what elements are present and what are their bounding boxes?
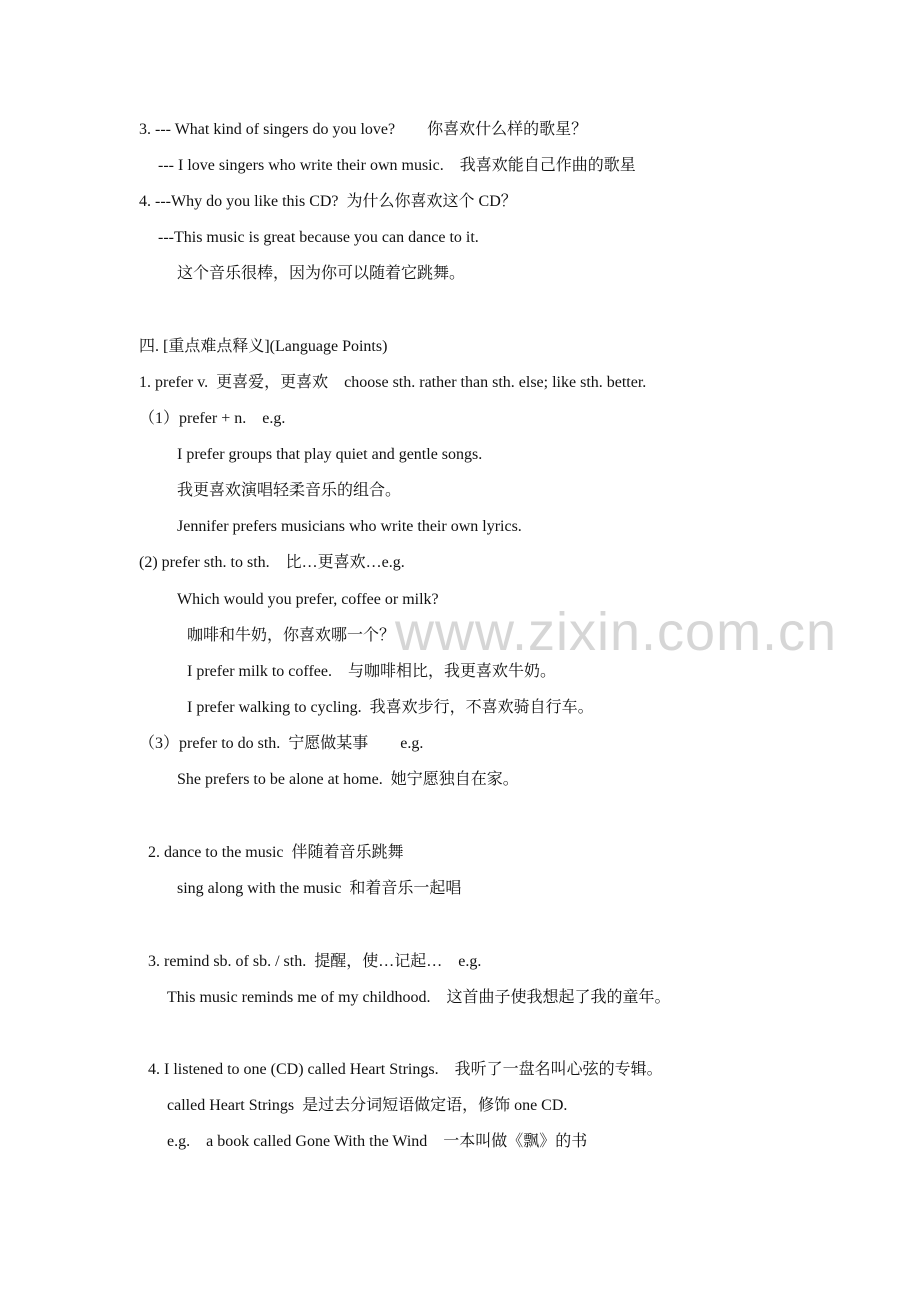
example-translation: 咖啡和牛奶，你喜欢哪一个？: [187, 627, 396, 644]
example-sentence: Which would you prefer, coffee or milk?: [177, 591, 439, 608]
section-heading: 四. [重点难点释义](Language Points): [139, 338, 388, 355]
point-3-heading: 3. remind sb. of sb. / sth. 提醒，使…记起… e.g.: [148, 953, 482, 970]
dialogue-4-translation: 这个音乐很棒，因为你可以随着它跳舞。: [177, 265, 466, 282]
point-1-heading: 1. prefer v. 更喜爱，更喜欢 choose sth. rather than sth. else; like sth. better.: [139, 374, 647, 391]
point-1-sub-2: (2) prefer sth. to sth. 比…更喜欢…e.g.: [139, 554, 405, 571]
dialogue-4-answer: ---This music is great because you can dance to it.: [158, 229, 479, 246]
point-2-heading: 2. dance to the music 伴随着音乐跳舞: [148, 844, 404, 861]
example-sentence: This music reminds me of my childhood. 这首曲子使我想起了我的童年。: [167, 989, 671, 1006]
example-sentence: I prefer groups that play quiet and gentle songs.: [177, 446, 483, 463]
dialogue-3-question: 3. --- What kind of singers do you love? 你喜欢什么样的歌星？: [139, 121, 588, 138]
point-1-sub-3: （3）prefer to do sth. 宁愿做某事 e.g.: [139, 735, 424, 752]
example-sentence: I prefer milk to coffee. 与咖啡相比，我更喜欢牛奶。: [187, 663, 556, 680]
dialogue-4-question: 4. ---Why do you like this CD? 为什么你喜欢这个 CD？: [139, 193, 517, 210]
example-sentence: Jennifer prefers musicians who write their own lyrics.: [177, 518, 522, 535]
point-4-heading: 4. I listened to one (CD) called Heart Strings. 我听了一盘名叫心弦的专辑。: [148, 1061, 663, 1078]
point-4-explanation: called Heart Strings 是过去分词短语做定语，修饰 one CD.: [167, 1097, 568, 1114]
point-2-related: sing along with the music 和着音乐一起唱: [177, 880, 462, 897]
dialogue-3-answer: --- I love singers who write their own music. 我喜欢能自己作曲的歌星: [158, 157, 636, 174]
example-sentence: She prefers to be alone at home. 她宁愿独自在家。: [177, 771, 519, 788]
example-translation: 我更喜欢演唱轻柔音乐的组合。: [177, 482, 402, 499]
point-1-sub-1: （1）prefer + n. e.g.: [139, 410, 286, 427]
example-sentence: e.g. a book called Gone With the Wind 一本叫做《飘》的书: [167, 1133, 588, 1150]
example-sentence: I prefer walking to cycling. 我喜欢步行，不喜欢骑自行车。: [187, 699, 594, 716]
watermark: www.zixin.com.cn: [395, 602, 838, 662]
